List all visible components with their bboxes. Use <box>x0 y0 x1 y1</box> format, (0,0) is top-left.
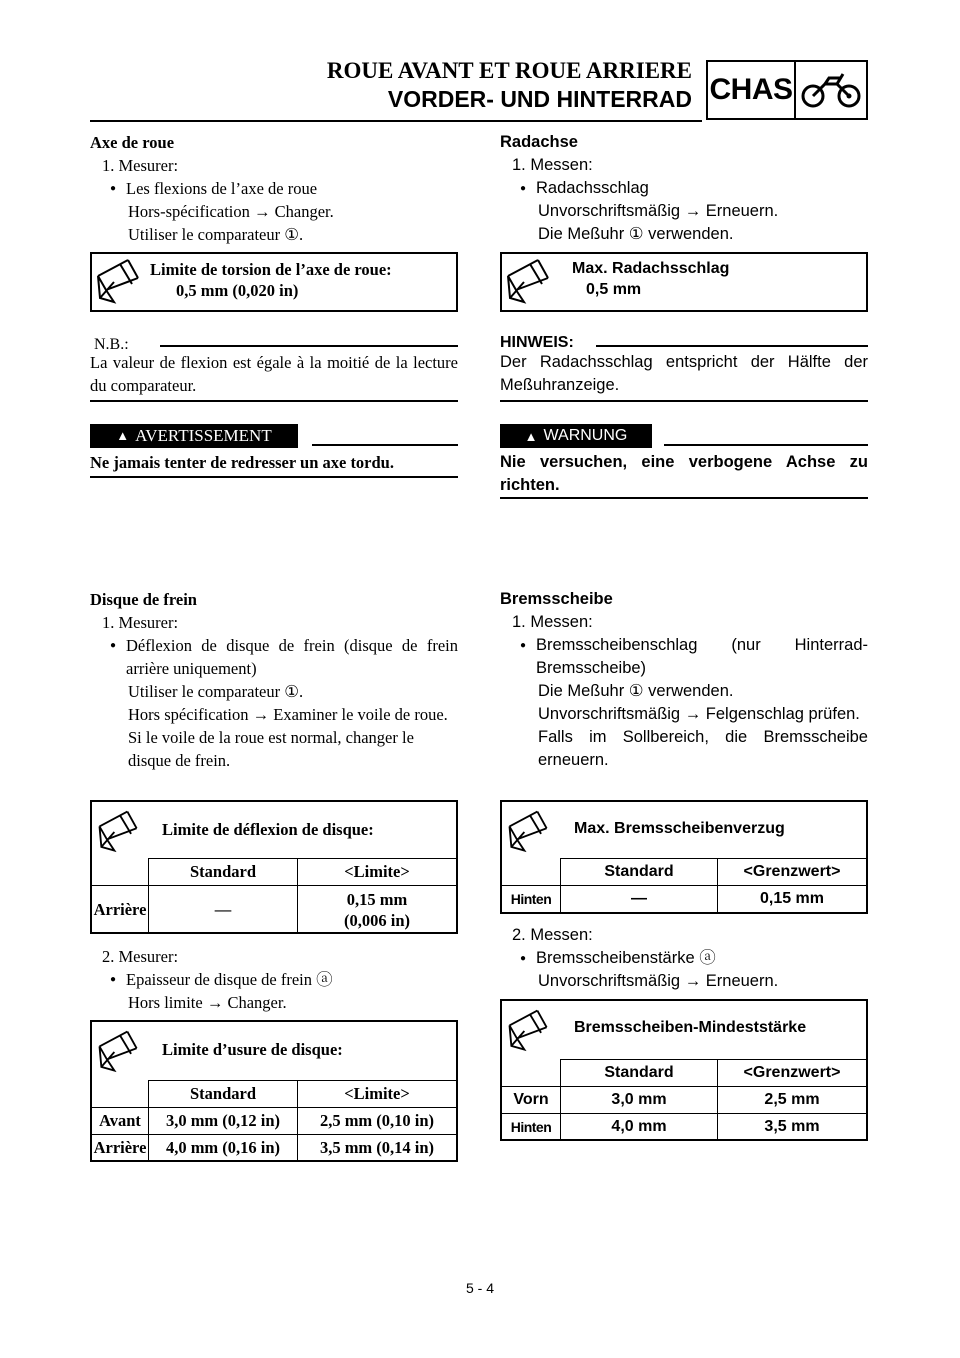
table-cell: Arrière <box>92 886 149 934</box>
table-cell: 3,5 mm <box>718 1114 867 1141</box>
bullet-item: ● Bremsscheibenstärke ⓐ <box>500 947 868 970</box>
spec-box-axle-fr <box>90 252 458 312</box>
spec-table <box>502 858 866 912</box>
spec-label: Max. Bremsscheibenverzug <box>574 820 785 837</box>
step-1: 1. Mesurer: <box>102 613 179 632</box>
instruction-line: Utiliser le comparateur ①. <box>128 225 304 244</box>
table-cell: 2,5 mm <box>718 1087 867 1114</box>
warning-triangle-icon: ▲ <box>116 428 130 443</box>
warning-badge <box>500 424 652 448</box>
page-title-fr: ROUE AVANT ET ROUE ARRIERE <box>326 58 692 83</box>
table-cell: 3,0 mm <box>561 1087 718 1114</box>
table-cell: Vorn <box>502 1087 561 1114</box>
instruction-line: Die Meßuhr ① verwenden. <box>538 225 734 243</box>
step-1: 1. Messen: <box>512 156 593 174</box>
spec-table <box>502 1059 866 1140</box>
warning-rule <box>664 444 868 446</box>
table-cell: 3,0 mm (0,12 in) <box>149 1108 298 1135</box>
table-header: Standard <box>561 859 718 886</box>
instruction-line: Utiliser le comparateur ①. <box>128 682 304 701</box>
spec-label: Limite de torsion de l’axe de roue: <box>150 260 392 279</box>
spec-label: Max. Radachsschlag <box>572 260 730 277</box>
instruction-line: Hors-spécification → Changer. <box>128 202 334 221</box>
axle-section-de <box>500 131 868 246</box>
section-heading: Axe de roue <box>90 133 175 152</box>
table-cell: Hinten <box>502 886 561 913</box>
table-cell: — <box>149 886 298 934</box>
instruction-line: Unvorschriftsmäßig → Erneuern. <box>538 972 779 990</box>
step-1: 1. Messen: <box>512 613 593 631</box>
caliper-icon <box>502 1005 556 1062</box>
table-cell: Avant <box>92 1108 149 1135</box>
spec-label: Bremsscheiben-Mindeststärke <box>574 1019 807 1036</box>
caliper-icon <box>92 1026 146 1083</box>
step-2: 2. Mesurer: <box>102 947 179 966</box>
step-2: 2. Messen: <box>512 926 593 944</box>
section-badge <box>706 60 868 120</box>
axle-section-fr <box>90 131 458 246</box>
divider <box>500 400 868 402</box>
table-cell <box>92 1081 149 1108</box>
table-cell <box>502 859 561 886</box>
disc-step2-fr <box>90 945 458 1014</box>
instruction-line: Si le voile de la roue est normal, changer le disque de frein. <box>128 728 414 770</box>
warning-rule <box>312 444 458 446</box>
instruction-line: Unvorschriftsmäßig → Felgenschlag prüfen. <box>538 705 860 723</box>
table-header: <Grenzwert> <box>718 1060 867 1087</box>
instruction-line: Die Meßuhr ① verwenden. <box>538 682 734 700</box>
bullet-item: ● Epaisseur de disque de frein ⓐ <box>90 968 458 991</box>
section-heading: Radachse <box>500 133 578 151</box>
table-cell: Arrière <box>92 1135 149 1162</box>
spec-box-disc-wear-fr <box>90 1020 458 1162</box>
spec-value: 0,5 mm (0,020 in) <box>176 281 299 300</box>
table-cell: Hinten <box>502 1114 561 1141</box>
caliper-icon <box>92 254 146 315</box>
table-header: <Limite> <box>298 1081 457 1108</box>
table-cell: 4,0 mm (0,16 in) <box>149 1135 298 1162</box>
table-header: <Grenzwert> <box>718 859 867 886</box>
warning-label: WARNUNG <box>543 427 628 444</box>
note-label: N.B.: <box>94 336 129 353</box>
spec-box-disc-deflection-fr <box>90 800 458 934</box>
spec-value: 0,5 mm <box>586 281 642 298</box>
disc-section-fr <box>90 588 458 772</box>
bullet-item: ● Bremsscheibenschlag (nur Hinterrad-Bremsscheibe) <box>500 634 868 680</box>
warning-label: AVERTISSEMENT <box>135 426 272 445</box>
caliper-icon <box>92 806 146 863</box>
caliper-icon <box>502 254 556 315</box>
page-title-de: VORDER- UND HINTERRAD <box>387 86 692 112</box>
warning-text: Nie versuchen, eine verbogene Achse zu richten. <box>500 453 868 494</box>
table-cell: 0,15 mm (0,006 in) <box>298 886 457 934</box>
warning-triangle-icon: ▲ <box>524 428 538 444</box>
instruction-line: Unvorschriftsmäßig → Erneuern. <box>538 202 779 220</box>
table-cell <box>92 859 149 886</box>
bullet-item: ● Radachsschlag <box>500 177 868 200</box>
caliper-icon <box>502 806 556 863</box>
note-label: HINWEIS: <box>500 334 574 351</box>
spec-box-disc-wear-de <box>500 999 868 1141</box>
warning-text: Ne jamais tenter de redresser un axe tordu. <box>90 453 394 472</box>
spec-box-axle-de <box>500 252 868 312</box>
instruction-line: Hors limite → Changer. <box>128 993 287 1012</box>
disc-section-de <box>500 588 868 772</box>
table-cell: 0,15 mm <box>718 886 867 913</box>
table-cell: 3,5 mm (0,14 in) <box>298 1135 457 1162</box>
spec-box-disc-deflection-de <box>500 800 868 914</box>
table-cell <box>502 1060 561 1087</box>
section-badge-label: CHAS <box>708 62 796 118</box>
note-text: La valeur de flexion est égale à la moitié de la lecture du comparateur. <box>90 353 458 395</box>
spec-label: Limite d’usure de disque: <box>162 1040 343 1059</box>
divider <box>500 497 868 499</box>
table-header: Standard <box>149 859 298 886</box>
note-text: Der Radachsschlag entspricht der Hälfte der Meßuhranzeige. <box>500 353 868 394</box>
note-rule <box>596 345 868 347</box>
section-heading: Bremsscheibe <box>500 590 613 608</box>
table-header: Standard <box>561 1060 718 1087</box>
table-header: Standard <box>149 1081 298 1108</box>
page-number: 5 - 4 <box>465 1280 494 1296</box>
disc-step2-de <box>500 924 868 993</box>
step-1: 1. Mesurer: <box>102 156 179 175</box>
table-cell: 2,5 mm (0,10 in) <box>298 1108 457 1135</box>
table-header: <Limite> <box>298 859 457 886</box>
header-rule <box>90 120 702 122</box>
instruction-line: Falls im Sollbereich, die Bremsscheibe erneuern. <box>538 728 868 769</box>
bullet-item: ● Les flexions de l’axe de roue <box>90 177 458 200</box>
bullet-item: ● Déflexion de disque de frein (disque de frein arrière uniquement) <box>90 634 458 680</box>
spec-label: Limite de déflexion de disque: <box>162 820 374 839</box>
spec-table <box>92 1080 456 1161</box>
note-rule <box>160 345 458 347</box>
motorcycle-icon <box>796 62 866 118</box>
table-cell: 4,0 mm <box>561 1114 718 1141</box>
instruction-line: Hors spécification → Examiner le voile de roue. <box>128 705 448 724</box>
divider <box>90 400 458 402</box>
section-heading: Disque de frein <box>90 590 197 609</box>
table-cell: — <box>561 886 718 913</box>
warning-badge <box>90 424 298 448</box>
divider <box>90 476 458 478</box>
spec-table <box>92 858 456 934</box>
